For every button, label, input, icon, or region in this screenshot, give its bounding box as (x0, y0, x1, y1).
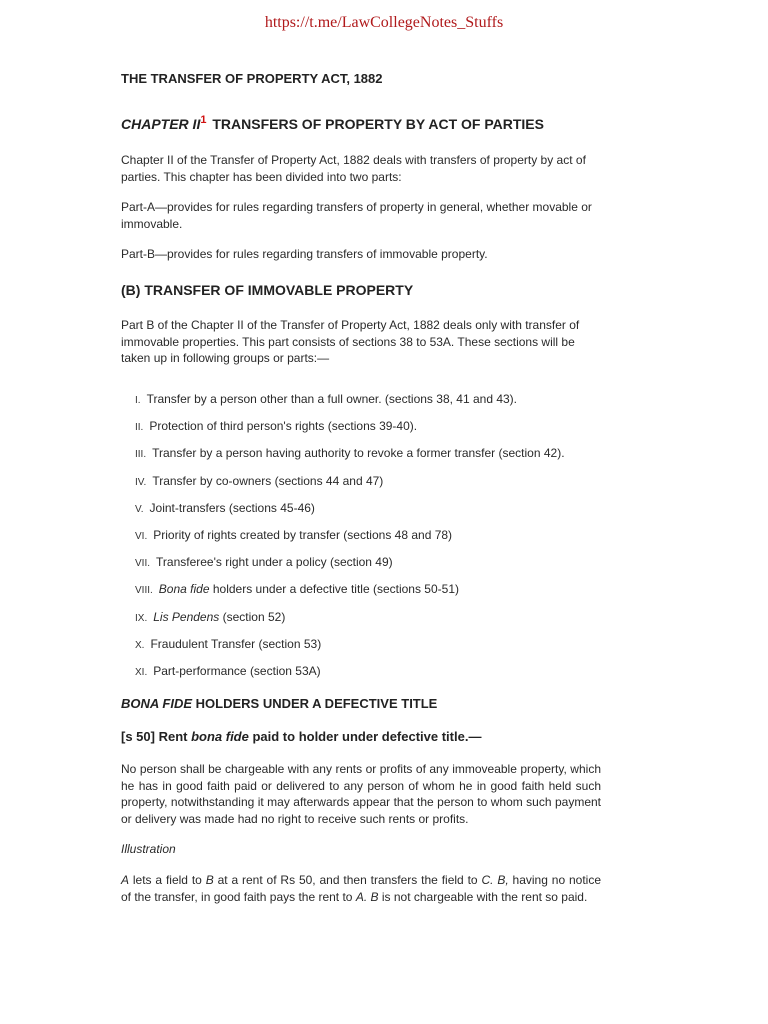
list-item-number: II. (135, 422, 144, 434)
bona-fide-rest: HOLDERS UNDER A DEFECTIVE TITLE (192, 696, 438, 711)
act-title: THE TRANSFER OF PROPERTY ACT, 1882 (121, 71, 383, 86)
list-item (135, 555, 565, 582)
ill-t1: lets a field to (129, 873, 206, 887)
list-item-text: (section 52) (219, 609, 286, 624)
list-item-number: IV. (135, 476, 147, 488)
list-item (135, 582, 565, 609)
list-item (135, 501, 565, 528)
list-item (135, 664, 565, 691)
list-item-number: IX. (135, 612, 148, 624)
illustration-text (121, 872, 601, 905)
list-item-text: Transfer by co-owners (sections 44 and 47) (152, 473, 384, 488)
ill-c1: C. B, (481, 873, 509, 887)
list-item-number: V. (135, 503, 144, 515)
intro-paragraph: Chapter II of the Transfer of Property Act, 1882 deals with transfers of property by act of parties. This chapter has been divided into two parts: (121, 153, 586, 184)
list-item (135, 610, 565, 637)
list-item-text: Fraudulent Transfer (section 53) (150, 636, 322, 651)
list-item-text: Priority of rights created by transfer (sections 48 and 78) (153, 527, 453, 542)
list-item-text: Protection of third person's rights (sections 39-40). (149, 419, 418, 434)
ill-t2: at a rent of Rs 50, and then transfers the field to (213, 873, 482, 887)
section-b-heading: (B) TRANSFER OF IMMOVABLE PROPERTY (121, 282, 414, 298)
list-item-text: Joint-transfers (sections 45-46) (149, 500, 315, 515)
list-item-number: VI. (135, 530, 148, 542)
ill-a1: A (121, 873, 130, 887)
list-item-text: Transfer by a person having authority to revoke a former transfer (section 42). (152, 446, 565, 461)
bona-fide-em: BONA FIDE (121, 696, 193, 711)
part-a-paragraph: Part-A—provides for rules regarding transfers of property in general, whether movable or immovable. (121, 200, 592, 231)
list-item (135, 637, 565, 664)
bona-fide-heading (121, 696, 437, 711)
list-item (135, 474, 565, 501)
list-item-text: holders under a defective title (sections 50-51) (209, 582, 459, 597)
ill-t3: having no notice of the transfer, in good faith pays the rent to (121, 873, 601, 904)
s50-post: paid to holder under defective title.— (248, 729, 482, 744)
s50-pre: [s 50] Rent (121, 729, 192, 744)
list-item-number: VII. (135, 558, 151, 570)
chapter-heading (121, 114, 544, 132)
chapter-title: TRANSFERS OF PROPERTY BY ACT OF PARTIES (212, 116, 544, 132)
groups-list (135, 392, 565, 691)
list-item (135, 419, 565, 446)
footnote-marker[interactable]: 1 (200, 114, 207, 126)
ill-a2: A. B (355, 889, 379, 904)
list-item-number: I. (135, 395, 141, 406)
list-item-number: VIII. (135, 585, 153, 597)
illustration-label: Illustration (121, 842, 176, 856)
list-item-number: XI. (135, 666, 148, 678)
list-item (135, 446, 565, 473)
part-b-paragraph: Part-B—provides for rules regarding transfers of immovable property. (121, 247, 488, 261)
list-item-emphasis: Bona fide (158, 582, 210, 597)
list-item-text: Transferee's right under a policy (section 49) (156, 555, 393, 570)
chapter-label: CHAPTER II (121, 116, 201, 132)
section-b-body: Part B of the Chapter II of the Transfer of Property Act, 1882 deals only with transfer of immovable properties. This part consists of sections 38 to 53A. These sections will be taken up in following groups or parts:— (121, 318, 580, 365)
ill-t4: is not chargeable with the rent so paid. (378, 889, 588, 904)
list-item-text: Part-performance (section 53A) (153, 663, 321, 678)
list-item (135, 528, 565, 555)
s50-heading (121, 729, 481, 744)
watermark-link[interactable]: https://t.me/LawCollegeNotes_Stuffs (264, 14, 504, 31)
list-item-text: Transfer by a person other than a full owner. (sections 38, 41 and 43). (146, 392, 517, 406)
list-item-number: III. (135, 449, 147, 461)
s50-em: bona fide (191, 729, 249, 744)
list-item (135, 392, 565, 419)
list-item-emphasis: Lis Pendens (153, 609, 220, 624)
ill-b1: B (205, 873, 214, 887)
list-item-number: X. (135, 639, 145, 651)
s50-body: No person shall be chargeable with any rents or profits of any immoveable property, which he has in good faith paid or delivered to any person of whom he in good faith held such property, notwithstanding it may afterwards appear that the person to whom such payment or delivery was made had no right to receive such rents or profits. (121, 762, 601, 826)
